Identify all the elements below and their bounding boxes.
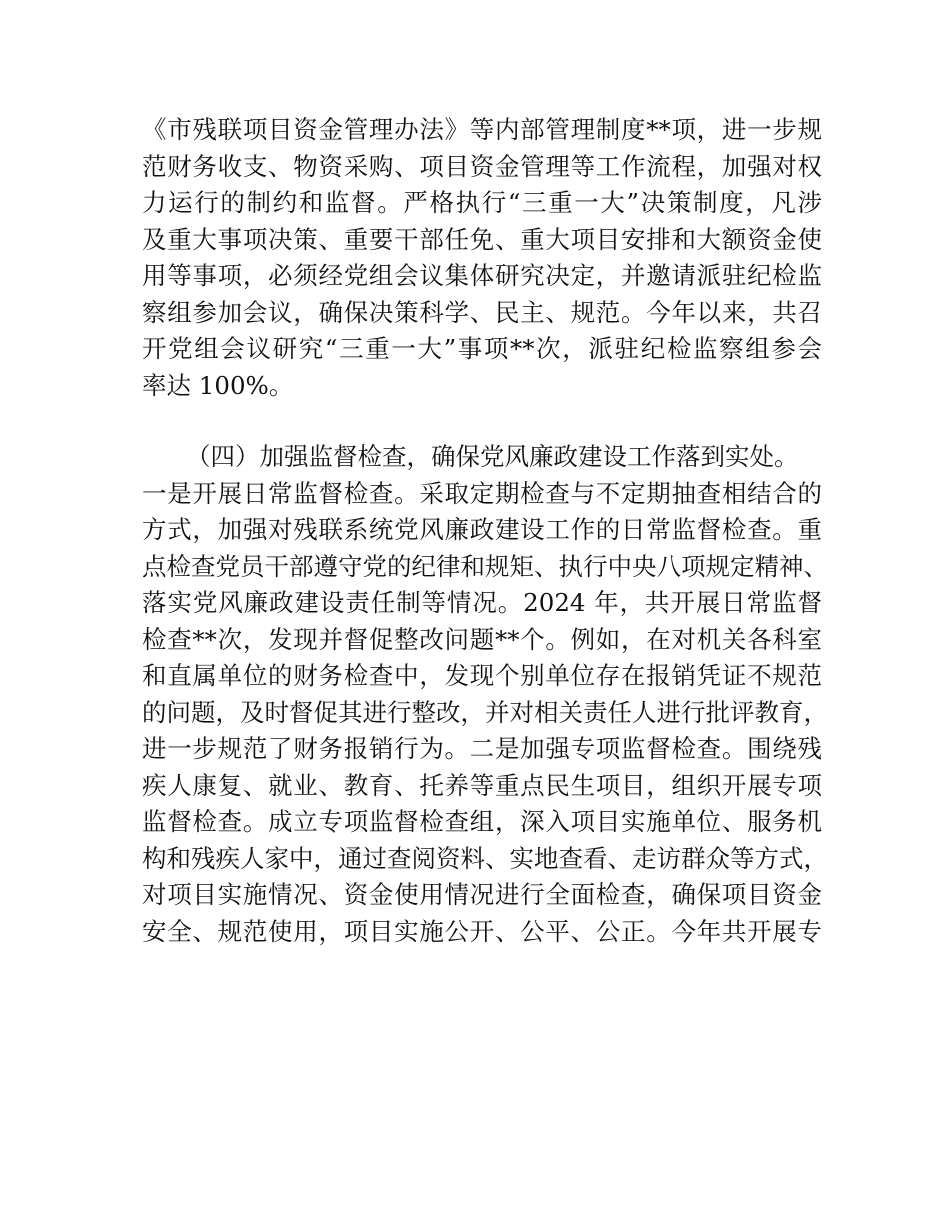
section-heading: （四）加强监督检查，确保党风廉政建设工作落到实处。	[186, 442, 799, 471]
text-line: 力运行的制约和监督。严格执行“三重一大”决策制度，凡涉	[142, 188, 822, 217]
text-line: 用等事项，必须经党组会议集体研究决定，并邀请派驻纪检监	[142, 261, 822, 290]
text-line: 方式，加强对残联系统党风廉政建设工作的日常监督检查。重	[142, 515, 822, 544]
text-line: 察组参加会议，确保决策科学、民主、规范。今年以来，共召	[142, 297, 822, 327]
text-line: 疾人康复、就业、教育、托养等重点民生项目，组织开展专项	[142, 770, 822, 800]
paragraph-supervision	[142, 439, 828, 950]
document-body	[142, 112, 828, 950]
text-line: 和直属单位的财务检查中，发现个别单位存在报销凭证不规范	[142, 661, 822, 690]
text-line: 构和残疾人家中，通过查阅资料、实地查看、走访群众等方式，	[142, 843, 828, 873]
text-line: 及重大事项决策、重要干部任免、重大项目安排和大额资金使	[142, 224, 822, 254]
paragraph-spacer	[142, 404, 822, 439]
text-line: 范财务收支、物资采购、项目资金管理等工作流程，加强对权	[142, 151, 822, 181]
text-line: 检查**次，发现并督促整改问题**个。例如，在对机关各科室	[142, 624, 822, 654]
text-line: 的问题，及时督促其进行整改，并对相关责任人进行批评教育，	[142, 697, 828, 727]
text-line: 对项目实施情况、资金使用情况进行全面检查，确保项目资金	[142, 880, 822, 909]
text-line: 安全、规范使用，项目实施公开、公平、公正。今年共开展专	[142, 916, 822, 946]
text-line: 一是开展日常监督检查。采取定期检查与不定期抽查相结合的	[142, 478, 822, 508]
text-line: 开党组会议研究“三重一大”事项**次，派驻纪检监察组参会	[142, 334, 822, 363]
text-line: 进一步规范了财务报销行为。二是加强专项监督检查。围绕残	[142, 734, 822, 763]
text-line: 监督检查。成立专项监督检查组，深入项目实施单位、服务机	[142, 807, 822, 836]
text-line: 落实党风廉政建设责任制等情况。2024 年，共开展日常监督	[142, 588, 822, 617]
text-line: 率达 100%。	[142, 370, 294, 400]
paragraph-resource-management	[142, 112, 822, 404]
text-line: 《市残联项目资金管理办法》等内部管理制度**项，进一步规	[142, 115, 822, 144]
text-line: 点检查党员干部遵守党的纪律和规矩、执行中央八项规定精神、	[142, 551, 828, 581]
